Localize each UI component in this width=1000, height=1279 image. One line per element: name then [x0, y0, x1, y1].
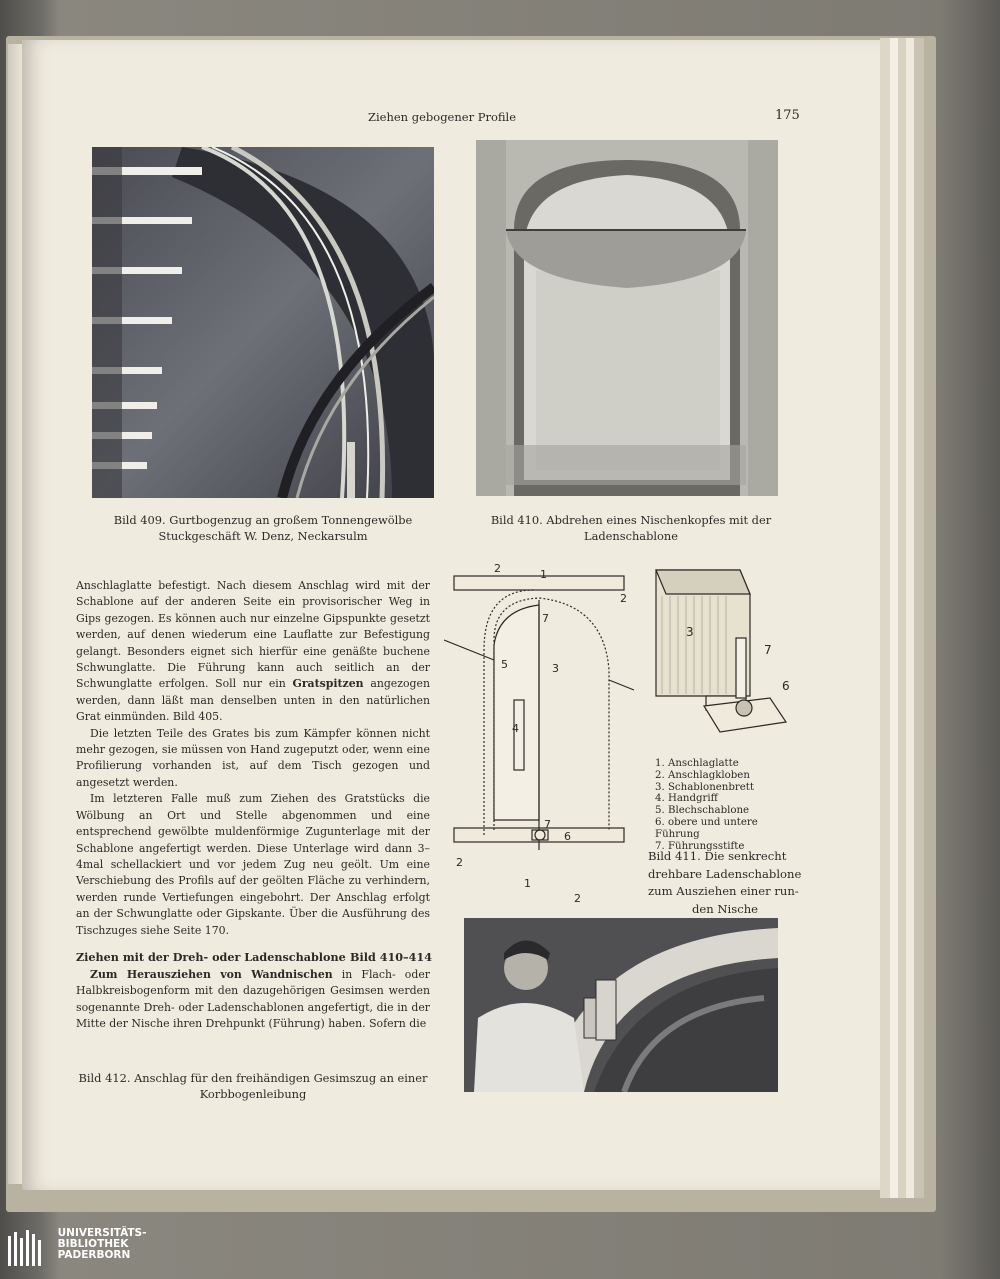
running-head: Ziehen gebogener Profile	[368, 110, 517, 124]
plasterer-illustration	[464, 918, 778, 1092]
figure-411-caption	[648, 848, 802, 918]
photo-barrel-vault	[92, 147, 434, 498]
figure-411-caption-line4: den Nische	[691, 901, 759, 916]
figure-409-caption-line1: Bild 409. Gurtbogenzug an großem Tonnengewölbe	[113, 513, 413, 527]
photo-niche-template	[476, 140, 778, 496]
left-page-edge	[8, 44, 22, 1184]
library-logo-icon	[6, 1228, 46, 1268]
paragraph-1-rest: angezogen werden, dann läßt man denselben unten in den natürlichen Grat einmünden. Bild 405.	[76, 677, 430, 724]
section-heading-ref: Bild 410–414	[350, 950, 432, 964]
legend-item: 2. Anschlagkloben	[655, 769, 750, 781]
legend-item: 4. Handgriff	[655, 793, 718, 805]
page-edge-1	[880, 38, 890, 1198]
body-text	[76, 578, 430, 939]
term-wandnischen: Zum Herausziehen von Wandnischen	[90, 968, 333, 981]
figure-410-caption-line1: Bild 410. Abdrehen eines Nischenkopfes mit der	[490, 513, 772, 527]
figure-410-caption	[466, 512, 796, 544]
page-number: 175	[775, 108, 800, 123]
figure-412-caption-line1: Bild 412. Anschlag für den freihändigen Gesimszug an einer	[78, 1071, 428, 1085]
page-edge-5	[914, 38, 924, 1198]
label-2: 2	[494, 562, 501, 575]
label-4: 4	[512, 722, 519, 735]
paragraph-1-text: Anschlaglatte befestigt. Nach diesem Anschlag wird mit der Schablone auf der anderen Seite ein provisorischer Weg in Gips gezogen. Es können auch nur einzelne Gipspunkte gesetzt werden, auf denen wiederum eine Lauflatte zur Befestigung gelangt. Besonders eignet sich hierfür eine genäßte buchene Schwunglatte. Die Führung kann auch seitlich an der Schwunglatte erfolgen. Soll nur ein	[76, 579, 430, 691]
body-text-section	[76, 967, 430, 1033]
template-detail-drawing	[652, 566, 796, 738]
niche-illustration	[476, 140, 778, 496]
logo-line-3: PADERBORN	[57, 1249, 131, 1261]
figure-410-caption-line2: Ladenschablone	[584, 529, 678, 543]
paragraph-4-text: in Flach- oder Halbkreisbogenform mit den dazugehörigen Gesimsen werden sogenannte Dreh- oder Ladenschablonen angefertigt, die in der Mitte der Nische ihren Drehpunkt (Führung) haben. Sofern die	[76, 968, 430, 1031]
label-1b: 1	[524, 877, 531, 890]
term-gratspitzen: Gratspitzen	[292, 677, 364, 691]
figure-411-caption-line1: Bild 411. Die senkrecht	[648, 849, 787, 863]
label-2b: 2	[620, 592, 627, 605]
legend-item: 5. Blechschablone	[655, 805, 750, 817]
vault-illustration	[92, 147, 434, 498]
section-heading	[76, 950, 432, 964]
legend-item: 7. Führungsstifte	[655, 840, 745, 852]
figure-412-caption-line2: Korbbogenleibung	[199, 1087, 307, 1101]
legend-item: 3. Schablonenbrett	[655, 781, 754, 793]
figure-411-caption-line2: drehbare Ladenschablone	[648, 866, 802, 881]
label-7: 7	[542, 612, 549, 625]
paragraph-2: Die letzten Teile des Grates bis zum Kämpfer können nicht mehr gezogen, sie müssen von Hand zugeputzt oder, wenn eine Profilierung vorhanden ist, auf dem Tisch gezogen und angesetzt werden.	[76, 726, 430, 789]
figure-409-caption	[92, 512, 434, 544]
section-heading-title: Ziehen mit der Dreh- oder Ladenschablone	[76, 950, 346, 964]
detail-label-7: 7	[764, 643, 772, 657]
page-edge-3	[898, 38, 906, 1198]
label-5: 5	[501, 658, 508, 671]
detail-label-3: 3	[686, 625, 694, 639]
page-edge-4	[906, 38, 914, 1198]
legend-item: 1. Anschlaglatte	[655, 758, 739, 769]
label-7b: 7	[544, 818, 551, 831]
label-2d: 2	[574, 892, 581, 905]
university-library-logo	[6, 1228, 146, 1268]
photo-plasterer-at-work	[464, 918, 778, 1092]
diagram-template-detail	[652, 566, 796, 738]
figure-412-caption	[72, 1070, 434, 1102]
diagram-rotating-template	[444, 560, 640, 910]
label-1: 1	[540, 568, 547, 581]
logo-line-2: BIBLIOTHEK	[57, 1238, 129, 1250]
paragraph-1	[76, 578, 430, 726]
paragraph-3: Im letzteren Falle muß zum Ziehen des Gratstücks die Wölbung an Ort und Stelle abgenommen und eine entsprechend gewölbte muldenförmige Zugunterlage mit der Schablone angefertigt werden. Diese Unterlage wird dann 3–4mal schellackiert und vor jedem Zug neu geölt. Um eine Verschiebung des Profils auf der geölten Fläche zu verhindern, werden runde Vertiefungen eingebohrt. Der Anschlag erfolgt an der Schwunglatte oder Gipskante. Über die Ausführung des Tischzuges siehe Seite 170.	[76, 792, 430, 937]
label-2c: 2	[456, 856, 463, 869]
logo-line-1: UNIVERSITÄTS-	[57, 1227, 147, 1239]
label-3: 3	[552, 662, 559, 675]
label-6: 6	[564, 830, 571, 843]
template-line-drawing	[444, 560, 640, 910]
diagram-legend	[655, 758, 805, 852]
figure-409-caption-line2: Stuckgeschäft W. Denz, Neckarsulm	[158, 529, 368, 543]
paragraph-4	[76, 967, 430, 1033]
page-edge-2	[890, 38, 898, 1198]
detail-label-6: 6	[782, 679, 790, 693]
legend-item: 6. obere und untere Führung	[655, 816, 758, 840]
figure-411-caption-line3: zum Ausziehen einer run-	[648, 884, 799, 898]
